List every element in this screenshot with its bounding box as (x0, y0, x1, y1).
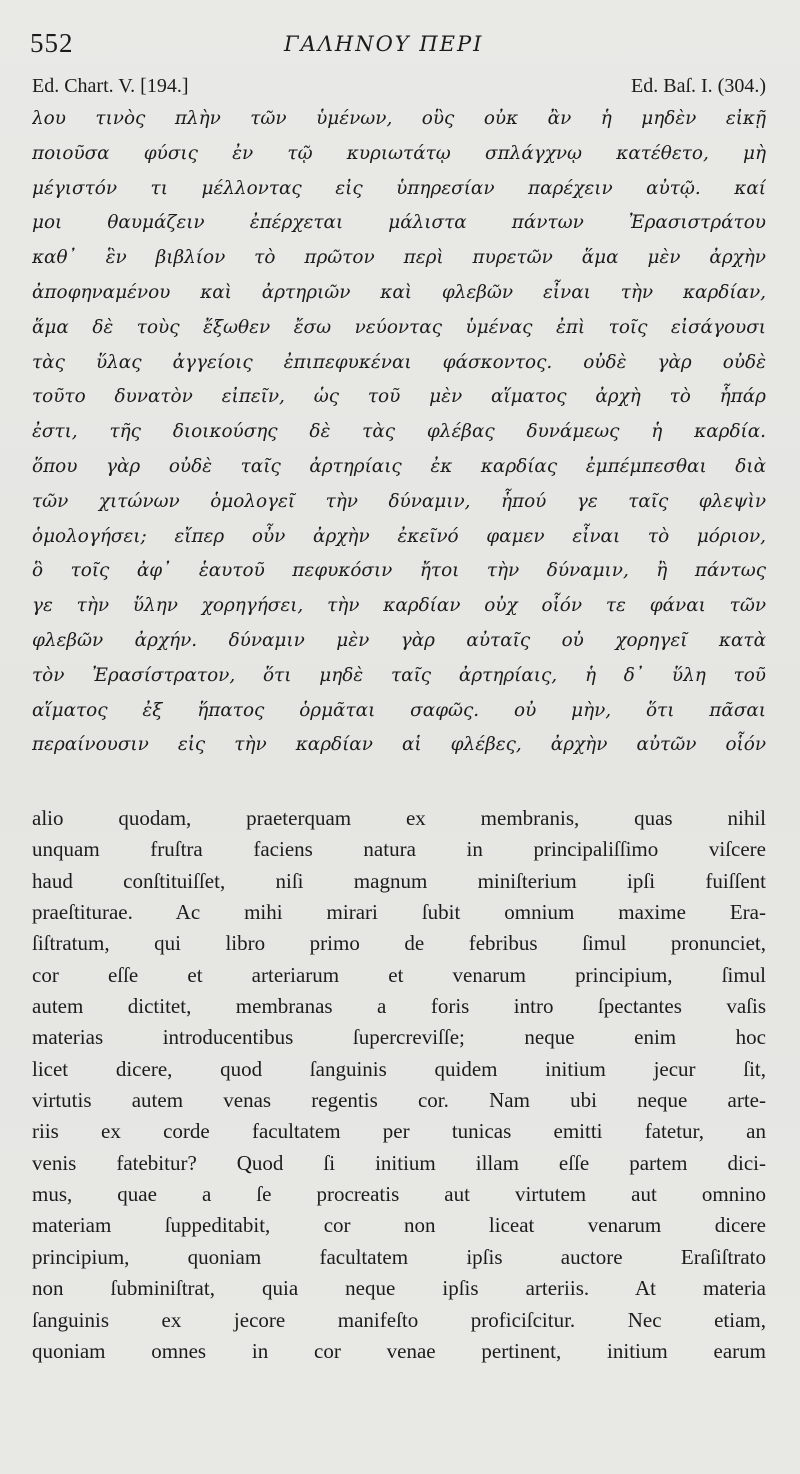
latin-text-line: ſiſtratum, qui libro primo de febribus ſimul pronunciet, (32, 931, 766, 956)
greek-text-line: γε τὴν ὕλην χορηγήσει, τὴν καρδίαν οὐχ οἷόν τε φάναι τῶν (32, 595, 766, 617)
latin-text-line: alio quodam, praeterquam ex membranis, quas nihil (32, 806, 766, 830)
edition-chartier: Ed. Chart. V. [194.] (32, 75, 189, 97)
greek-text-line: μοι θαυμάζειν ἐπέρχεται μάλιστα πάντων Ἐρασιστράτου (32, 212, 766, 234)
latin-text-line: venis fatebitur? Quod ſi initium illam eſſe partem dici- (32, 1150, 766, 1175)
latin-text-line: autem dictitet, membranas a foris intro ſpectantes vaſis (32, 994, 766, 1019)
latin-text-line: cor eſſe et arteriarum et venarum principium, ſimul (32, 962, 766, 987)
latin-text-line: non ſubminiſtrat, quia neque ipſis arteriis. At materia (32, 1276, 766, 1301)
greek-text-line: ποιοῦσα φύσις ἐν τῷ κυριωτάτῳ σπλάγχνῳ κατέθετο, μὴ (32, 142, 766, 164)
greek-text-line: τῶν χιτώνων ὁμολογεῖ τὴν δύναμιν, ἧπού γε ταῖς φλεψὶν (32, 490, 766, 512)
greek-text-line: ἀποφηναμένου καὶ ἀρτηριῶν καὶ φλεβῶν εἶναι τὴν καρδίαν, (32, 281, 766, 303)
latin-text-line: riis ex corde facultatem per tunicas emitti fatetur, an (32, 1119, 766, 1144)
latin-text-line: virtutis autem venas regentis cor. Nam ubi neque arte- (32, 1088, 766, 1113)
latin-text-line: materiam ſuppeditabit, cor non liceat venarum dicere (32, 1213, 766, 1238)
latin-text-line: praeſtiturae. Ac mihi mirari ſubit omnium maxime Era- (32, 900, 766, 925)
running-title: ΓΑΛΗΝΟΥ ΠΕΡΙ (284, 32, 484, 56)
latin-text-line: materias introducentibus ſupercreviſſe; neque enim hoc (32, 1025, 766, 1050)
latin-text-line: unquam fruſtra faciens natura in principaliſſimo viſcere (32, 837, 766, 862)
latin-text-line: ſanguinis ex jecore manifeſto proficiſcitur. Nec etiam, (32, 1307, 766, 1332)
greek-text-block (32, 102, 766, 763)
greek-text-line: καθ᾽ ἓν βιβλίον τὸ πρῶτον περὶ πυρετῶν ἅμα μὲν ἀρχὴν (32, 247, 766, 269)
greek-text-line: ὁμολογήσει; εἴπερ οὖν ἀρχὴν ἐκεῖνό φαμεν εἶναι τὸ μόριον, (32, 525, 766, 547)
latin-text-line: haud conſtituiſſet, niſi magnum miniſterium ipſi fuiſſent (32, 868, 766, 893)
greek-text-line: αἵματος ἐξ ἥπατος ὁρμᾶται σαφῶς. οὐ μὴν, ὅτι πᾶσαι (32, 699, 766, 721)
greek-text-line: φλεβῶν ἀρχήν. δύναμιν μὲν γὰρ αὐταῖς οὐ χορηγεῖ κατὰ (32, 629, 766, 651)
greek-text-line: ἅμα δὲ τοὺς ἔξωθεν ἔσω νεύοντας ὑμένας ἐπὶ τοῖς εἰσάγουσι (32, 316, 766, 338)
greek-text-line: τὰς ὕλας ἀγγείοις ἐπιπεφυκέναι φάσκοντος. οὐδὲ γὰρ οὐδὲ (32, 351, 766, 373)
latin-text-line: mus, quae a ſe procreatis aut virtutem aut omnino (32, 1182, 766, 1207)
latin-text-line: quoniam omnes in cor venae pertinent, initium earum (32, 1338, 766, 1363)
greek-text-line: ὅπου γὰρ οὐδὲ ταῖς ἀρτηρίαις ἐκ καρδίας ἐμπέμπεσθαι διὰ (32, 455, 766, 477)
greek-text-line: περαίνουσιν εἰς τὴν καρδίαν αἱ φλέβες, ἀρχὴν αὐτῶν οἷόν (32, 734, 766, 756)
page-number: 552 (30, 28, 74, 58)
greek-text-line: ἐστι, τῆς διοικούσης δὲ τὰς φλέβας δυνάμεως ἡ καρδία. (32, 421, 766, 443)
edition-basel: Ed. Baſ. I. (304.) (631, 75, 766, 97)
latin-text-block (32, 803, 766, 1367)
latin-text-line: principium, quoniam facultatem ipſis auctore Eraſiſtrato (32, 1244, 766, 1269)
greek-text-line: λου τινὸς πλὴν τῶν ὑμένων, οὓς οὐκ ἂν ἡ μηδὲν εἰκῇ (32, 108, 766, 129)
latin-text-line: licet dicere, quod ſanguinis quidem initium jecur ſit, (32, 1056, 766, 1081)
edition-references (32, 75, 766, 103)
greek-text-line: τὸν Ἐρασίστρατον, ὅτι μηδὲ ταῖς ἀρτηρίαις, ἡ δ᾽ ὕλη τοῦ (32, 664, 766, 686)
greek-text-line: τοῦτο δυνατὸν εἰπεῖν, ὡς τοῦ μὲν αἵματος ἀρχὴ τὸ ἧπάρ (32, 386, 766, 408)
page-header (30, 28, 766, 62)
greek-text-line: μέγιστόν τι μέλλοντας εἰς ὑπηρεσίαν παρέχειν αὐτῷ. καί (32, 177, 766, 199)
greek-text-line: ὃ τοῖς ἀφ᾽ ἑαυτοῦ πεφυκόσιν ἤτοι τὴν δύναμιν, ἢ πάντως (32, 560, 766, 582)
